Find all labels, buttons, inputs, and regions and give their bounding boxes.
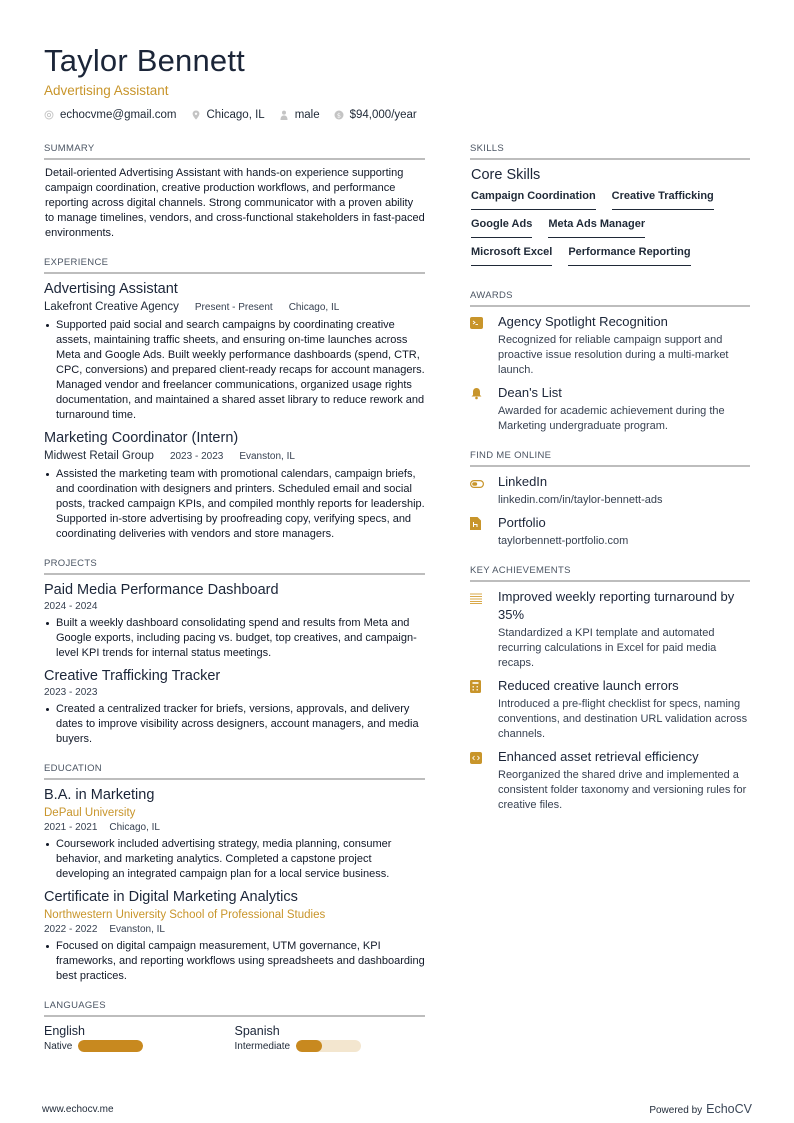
- job-meta: [44, 299, 425, 316]
- proficiency-bar: [296, 1040, 361, 1052]
- left-column: [44, 143, 425, 1068]
- job-title: Advertising Assistant: [44, 281, 178, 297]
- education-meta: [44, 923, 425, 937]
- candidate-title: Advertising Assistant: [44, 83, 169, 98]
- skills-section: [470, 143, 750, 274]
- person-icon: [279, 110, 289, 120]
- education-meta: [44, 821, 425, 835]
- project-entry: [44, 581, 425, 661]
- school-name: DePaul University: [44, 807, 136, 819]
- toggle-icon: [470, 479, 484, 489]
- achievement-item: [470, 748, 750, 813]
- bell-icon: [470, 387, 483, 400]
- project-entry: [44, 667, 425, 747]
- contact-email[interactable]: [44, 109, 177, 121]
- experience-entry: [44, 429, 425, 542]
- svg-text:$: $: [336, 111, 341, 120]
- skill-chip: Meta Ads Manager: [548, 218, 645, 238]
- powered-by-label: Powered by: [649, 1105, 703, 1116]
- document-icon: [470, 517, 481, 530]
- resume-header: [44, 42, 431, 121]
- school-name: Northwestern University School of Professional Studies: [44, 909, 326, 921]
- bullet-item: Created a centralized tracker for briefs, versions, approvals, and delivery dates to improve visibility across designers, account managers, and media buyers.: [44, 702, 425, 747]
- education-location: Evanston, IL: [109, 924, 165, 935]
- proficiency-fill: [296, 1040, 322, 1052]
- gender-text: male: [294, 109, 320, 121]
- job-title: Marketing Coordinator (Intern): [44, 430, 239, 446]
- map-pin-icon: [191, 110, 201, 120]
- contact-gender: [279, 109, 320, 121]
- skill-chip: Campaign Coordination: [471, 190, 596, 210]
- job-location: Chicago, IL: [288, 302, 340, 313]
- online-title: LinkedIn: [498, 474, 548, 489]
- degree-title: B.A. in Marketing: [44, 787, 155, 803]
- footer-powered-by[interactable]: [649, 1102, 752, 1116]
- languages-section: [44, 1000, 425, 1052]
- skills-category: Core Skills: [471, 167, 541, 183]
- language-name: English: [44, 1024, 85, 1038]
- achievement-item: [470, 588, 750, 671]
- achievement-title: Reduced creative launch errors: [498, 678, 679, 693]
- education-bullets: [44, 837, 425, 882]
- online-item[interactable]: [470, 473, 750, 508]
- at-icon: [44, 110, 54, 120]
- skill-chip: Microsoft Excel: [471, 246, 552, 266]
- skill-chip: Creative Trafficking: [612, 190, 714, 210]
- section-heading: AWARDS: [470, 290, 750, 307]
- language-item: [44, 1023, 235, 1052]
- skills-list: [470, 190, 750, 274]
- terminal-icon: [470, 317, 483, 329]
- language-item: [235, 1023, 426, 1052]
- degree-title: Certificate in Digital Marketing Analytics: [44, 889, 298, 905]
- section-heading: EDUCATION: [44, 763, 425, 780]
- bullet-item: Assisted the marketing team with promotional calendars, campaign briefs, and coordination with designers and printers. Scheduled email and social posts, tracked campaign KPIs, and compiled monthly reports for leadership. Supported in-store advertising by proofreading copy, verifying specs, and coordinating deliveries with vendors and store managers.: [44, 467, 425, 542]
- footer-website[interactable]: www.echocv.me: [42, 1104, 114, 1115]
- section-heading: FIND ME ONLINE: [470, 450, 750, 467]
- contact-location: [191, 109, 265, 121]
- summary-section: [44, 143, 425, 241]
- achievements-section: [470, 565, 750, 813]
- education-section: [44, 763, 425, 984]
- online-link[interactable]: linkedin.com/in/taylor-bennett-ads: [498, 494, 663, 506]
- online-item[interactable]: [470, 514, 750, 549]
- company-name: Midwest Retail Group: [44, 450, 154, 462]
- award-item: [470, 384, 750, 434]
- section-heading: SUMMARY: [44, 143, 425, 160]
- education-location: Chicago, IL: [109, 822, 160, 833]
- company-name: Lakefront Creative Agency: [44, 301, 179, 313]
- online-section: [470, 450, 750, 549]
- language-level-row: [235, 1040, 426, 1052]
- section-heading: LANGUAGES: [44, 1000, 425, 1017]
- education-entry: [44, 888, 425, 984]
- project-dates: 2023 - 2023: [44, 687, 98, 698]
- bullet-item: Built a weekly dashboard consolidating spend and results from Meta and Google exports, including pacing vs. budget, top creatives, and campaign-level KPI trends for internal status meetings.: [44, 616, 425, 661]
- salary-text: $94,000/year: [349, 109, 417, 121]
- summary-text: Detail-oriented Advertising Assistant with hands-on experience supporting campaign coordination, creative production workflows, and performance reporting across digital channels. Strong communicator with a proven ability to manage timelines, vendors, and cross-functional stakeholders in fast-paced environments.: [45, 167, 425, 239]
- proficiency-bar: [78, 1040, 143, 1052]
- bullet-item: Coursework included advertising strategy, media planning, consumer behavior, and marketing analytics. Completed a capstone project developing an integrated campaign plan for a local service business.: [44, 837, 425, 882]
- brand-name: EchoCV: [706, 1102, 752, 1116]
- bullet-item: Focused on digital campaign measurement, UTM governance, KPI frameworks, and reporting workflows using spreadsheets and dashboarding best practices.: [44, 939, 425, 984]
- award-item: [470, 313, 750, 378]
- experience-entry: [44, 280, 425, 423]
- award-desc: Awarded for academic achievement during the Marketing undergraduate program.: [498, 405, 725, 432]
- award-title: Agency Spotlight Recognition: [498, 314, 668, 329]
- contact-salary: [334, 109, 417, 121]
- projects-section: [44, 558, 425, 747]
- proficiency-fill: [78, 1040, 143, 1052]
- calculator-icon: [470, 680, 481, 693]
- section-heading: KEY ACHIEVEMENTS: [470, 565, 750, 582]
- location-text: Chicago, IL: [206, 109, 265, 121]
- language-level: Native: [44, 1040, 73, 1052]
- experience-section: [44, 257, 425, 542]
- job-bullets: [44, 318, 425, 423]
- skill-chip: Google Ads: [471, 218, 532, 238]
- job-meta: [44, 448, 425, 465]
- job-bullets: [44, 467, 425, 542]
- language-level-row: [44, 1040, 235, 1052]
- achievement-item: [470, 677, 750, 742]
- section-heading: PROJECTS: [44, 558, 425, 575]
- education-bullets: [44, 939, 425, 984]
- lines-icon: [470, 593, 482, 604]
- languages-list: [44, 1023, 425, 1052]
- project-title: Paid Media Performance Dashboard: [44, 582, 279, 598]
- email-text: echocvme@gmail.com: [60, 109, 177, 121]
- achievement-title: Enhanced asset retrieval efficiency: [498, 749, 699, 764]
- achievement-desc: Reorganized the shared drive and implemented a consistent folder taxonomy and versioning rules for creative files.: [498, 769, 747, 811]
- project-bullets: [44, 616, 425, 661]
- online-link[interactable]: taylorbennett-portfolio.com: [498, 535, 629, 547]
- achievement-desc: Standardized a KPI template and automated recurring calculations in Excel for paid media recaps.: [498, 627, 717, 669]
- language-name: Spanish: [234, 1024, 280, 1038]
- project-title: Creative Trafficking Tracker: [44, 668, 221, 684]
- education-entry: [44, 786, 425, 882]
- section-heading: EXPERIENCE: [44, 257, 425, 274]
- education-dates: 2022 - 2022: [44, 924, 98, 935]
- online-title: Portfolio: [498, 515, 546, 530]
- coin-icon: [334, 110, 344, 120]
- achievement-title: Improved weekly reporting turnaround by 35%: [498, 589, 735, 622]
- section-heading: SKILLS: [470, 143, 750, 160]
- right-column: [470, 143, 750, 829]
- job-dates: Present - Present: [194, 302, 273, 313]
- job-location: Evanston, IL: [239, 451, 295, 462]
- project-dates: 2024 - 2024: [44, 601, 98, 612]
- language-level: Intermediate: [234, 1040, 291, 1052]
- candidate-name: Taylor Bennett: [44, 43, 245, 78]
- job-dates: 2023 - 2023: [169, 451, 224, 462]
- awards-section: [470, 290, 750, 434]
- contact-row: [44, 109, 431, 121]
- achievement-desc: Introduced a pre-flight checklist for specs, naming conventions, and destination URL validation across channels.: [498, 698, 748, 740]
- award-title: Dean's List: [498, 385, 562, 400]
- award-desc: Recognized for reliable campaign support and proactive issue resolution during a multi-market launch.: [498, 334, 729, 376]
- skill-chip: Performance Reporting: [568, 246, 690, 266]
- bullet-item: Supported paid social and search campaigns by coordinating creative assets, maintaining traffic sheets, and ensuring on-time launches across Meta and Google Ads. Built weekly performance dashboards (spend, CTR, CPC, conversions) and prepared client-ready recaps for account managers. Managed vendor and freelancer communications, organized usage rights documentation, and maintained a shared asset library to reduce rework and turnaround time.: [44, 318, 425, 423]
- code-icon: [470, 752, 482, 764]
- education-dates: 2021 - 2021: [44, 822, 98, 833]
- project-bullets: [44, 702, 425, 747]
